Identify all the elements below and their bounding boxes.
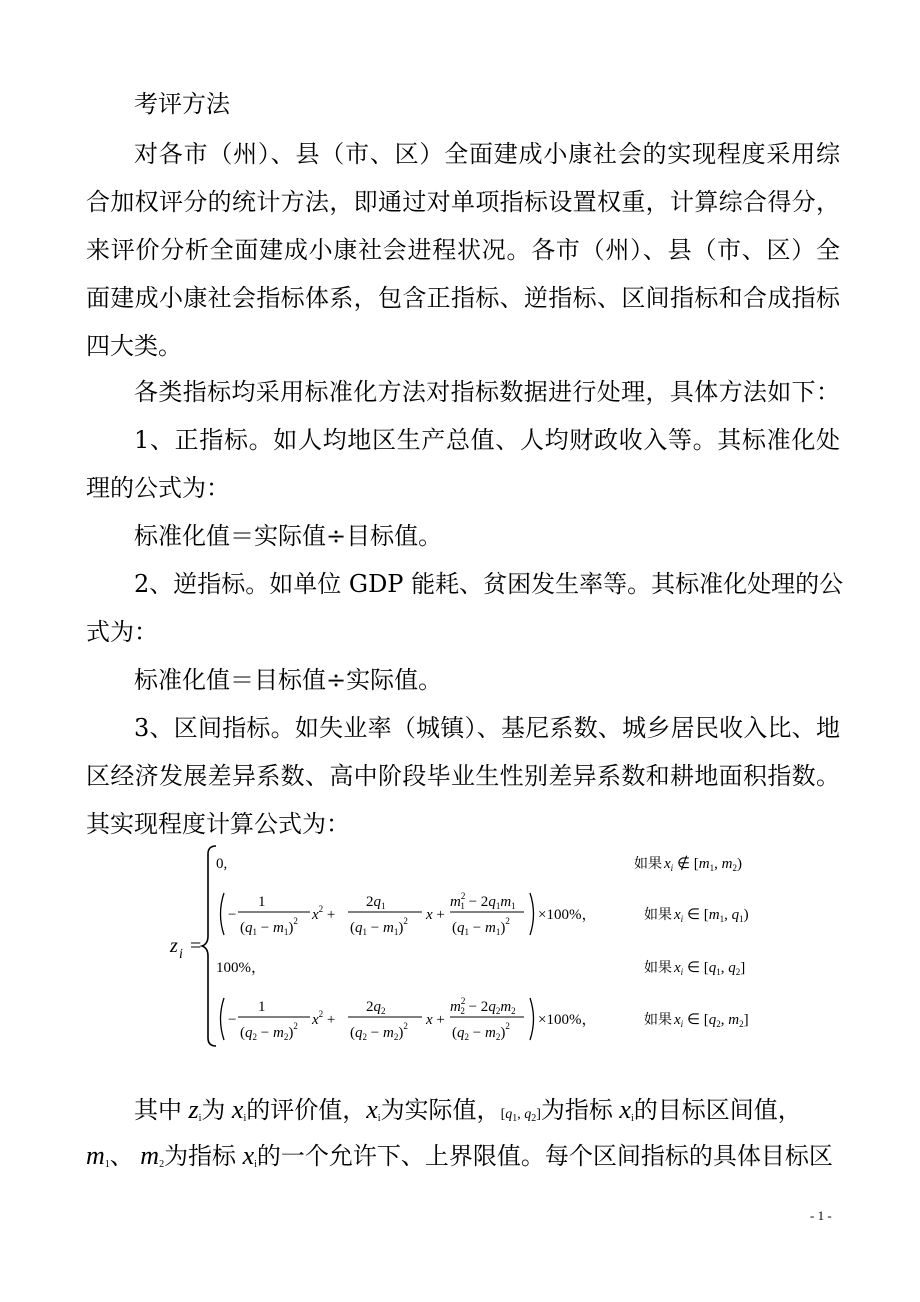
svg-text:x +: x + (426, 1012, 445, 1028)
para1-line2: 合加权评分的统计方法，即通过对单项指标设置权重，计算综合得分， (86, 188, 840, 216)
svg-text:1: 1 (258, 999, 266, 1015)
svg-text:xi ∈ [m1, q1): $x_i$ ∈ [$m_1$, $q_1$) (674, 907, 749, 924)
piecewise-formula (160, 840, 800, 1055)
svg-text:x2 +: $x^2$ + (312, 1009, 336, 1028)
case3-cond: 如果 (644, 960, 672, 976)
item3-line2: 区经济发展差异系数、高中阶段毕业生性别差异系数和耕地面积指数。 (86, 762, 840, 790)
para1-line4: 面建成小康社会指标体系，包含正指标、逆指标、区间指标和合成指标 (86, 284, 840, 312)
svg-text:−: − (228, 1012, 237, 1028)
case3-value: 100%， (216, 960, 266, 976)
formula2: 标准化值＝目标值÷实际值。 (134, 666, 443, 694)
item1-line2: 理的公式为： (86, 474, 230, 502)
para1-line1: 对各市（州）、县（市、区）全面建成小康社会的实现程度采用综 (134, 140, 840, 168)
item3-line1: 3、区间指标。如失业率（城镇）、基尼系数、城乡居民收入比、地 (134, 714, 840, 742)
case1-cond: 如果 (634, 856, 662, 872)
item3-line3: 其实现程度计算公式为： (86, 810, 350, 838)
case1-value: 0, (216, 856, 228, 872)
svg-text:xi ∉ [m1, m2): $x_i$ ∉ [$m_1$, $m_2$) (664, 856, 742, 873)
svg-text:(q1 − m1)2: $(q_1 - m_1)^2$ (350, 916, 408, 937)
svg-text:−: − (228, 907, 237, 923)
svg-text:(q2 − m2)2: $(q_2 - m_2)^2$ (452, 1021, 510, 1042)
page-number: - 1 - (810, 1208, 832, 1223)
para1-line5: 四大类。 (86, 332, 182, 360)
case4-percent: ×100%， (538, 1012, 597, 1028)
formula-lhs: z (170, 935, 178, 957)
svg-text:2q2: $2q_2$ (366, 999, 386, 1016)
svg-text:xi ∈ [q1, q2]: $x_i$ ∈ [$q_1$, $q_2$] (674, 960, 746, 977)
case4-cond: 如果 (644, 1012, 672, 1028)
case2-percent: ×100%， (538, 907, 597, 923)
item1-line1: 1、正指标。如人均地区生产总值、人均财政收入等。其标准化处 (134, 426, 840, 454)
svg-text:1: 1 (258, 894, 266, 910)
svg-text:(q1 − m1)2: $(q_1 - m_1)^2$ (452, 916, 510, 937)
para2: 各类指标均采用标准化方法对指标数据进行处理，具体方法如下： (134, 378, 840, 406)
svg-text:m21 − 2q1m1: $m^2$ $1 - 2q_1m_1$ (450, 891, 516, 911)
item2-line2: 式为： (86, 618, 158, 646)
svg-text:(q2 − m2)2: $(q_2 - m_2)^2$ (240, 1021, 298, 1042)
explanation-line1: 其中 $z_i$为 $x_i$的评价值，$x_i$为实际值，[$q_1$, $q_2$]为指标 $x_i$的目标区间值， (134, 1095, 802, 1124)
item2-line1: 2、逆指标。如单位 GDP 能耗、贫困发生率等。其标准化处理的公 (134, 570, 844, 598)
svg-text:(q2 − m2)2: $(q_2 - m_2)^2$ (350, 1021, 408, 1042)
svg-text:x +: x + (426, 907, 445, 923)
svg-text:x2 +: $x^2$ + (312, 904, 336, 923)
svg-text:m22 − 2q2m2: $m^2$ $2 - 2q_2m_2$ (450, 996, 516, 1016)
formula1: 标准化值＝实际值÷目标值。 (134, 522, 443, 550)
para1-line3: 来评价分析全面建成小康社会进程状况。各市（州）、县（市、区）全 (86, 236, 840, 264)
svg-text:=: = (190, 935, 202, 957)
section-heading: 考评方法 (134, 90, 230, 118)
svg-text:i: i (179, 947, 183, 962)
svg-text:(q1 − m1)2: $(q_1 - m_1)^2$ (240, 916, 298, 937)
svg-text:xi ∈ [q2, m2]: $x_i$ ∈ [$q_2$, $m_2$] (674, 1012, 749, 1029)
case2-cond: 如果 (644, 907, 672, 923)
explanation-line2: $m_1$、 $m_2$为指标 $x_i$的一个允许下、上界限值。每个区间指标的具体目标区 (86, 1141, 833, 1170)
svg-text:2q1: $2q_1$ (366, 894, 386, 911)
